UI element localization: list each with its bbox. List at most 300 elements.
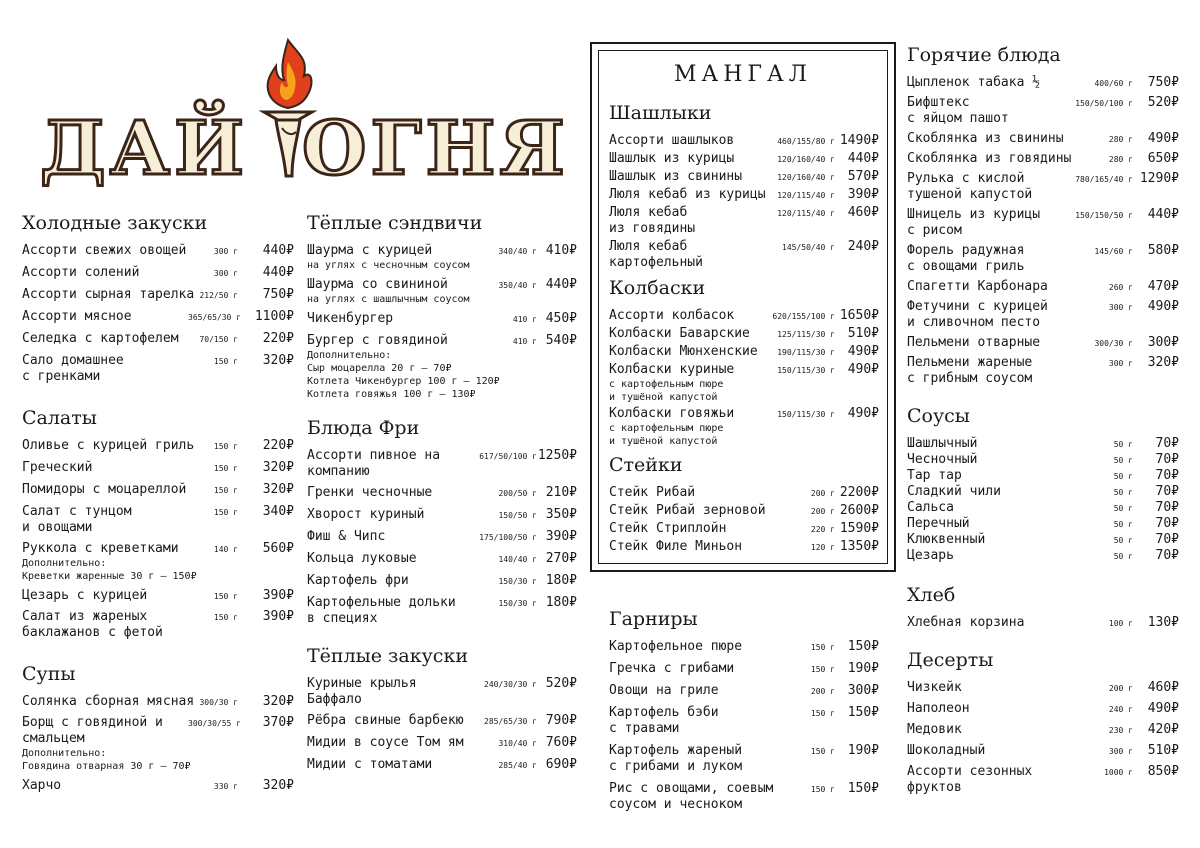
menu-item (609, 683, 879, 699)
item-weight: 150/30 г (498, 577, 537, 586)
item-name: Люля кебаб картофельный (609, 239, 703, 270)
menu-item (609, 705, 879, 737)
section-title: Тёплые сэндвичи (307, 212, 483, 234)
item-name: Ассорти колбасок (609, 308, 735, 323)
menu-item (22, 331, 294, 347)
menu-column-4 (907, 46, 1179, 801)
menu-item (307, 595, 577, 627)
item-price: 1490₽ (839, 133, 879, 148)
item-name: Пельмени отварные (907, 335, 1041, 350)
menu-item (22, 715, 294, 773)
menu-item (907, 335, 1179, 351)
menu-item (907, 131, 1179, 147)
logo-word-1: ДАЙ (40, 106, 248, 192)
section-title: Десерты (907, 649, 994, 671)
item-weight: 300 г (213, 269, 238, 278)
menu-item (609, 326, 879, 342)
item-price: 440₽ (262, 265, 294, 280)
item-price: 690₽ (545, 757, 577, 772)
item-name: Шашлык из свинины (609, 169, 743, 184)
item-name: Чикенбургер (307, 311, 394, 326)
item-price: 440₽ (1147, 207, 1179, 222)
menu-item (307, 507, 577, 523)
item-weight: 50 г (1113, 456, 1133, 465)
item-weight: 120/115/40 г (777, 209, 835, 218)
menu-item (609, 187, 879, 203)
section-title: Колбаски (609, 277, 706, 299)
item-price: 390₽ (847, 187, 879, 202)
section-shashlik (609, 104, 879, 271)
section-sauces (907, 407, 1179, 564)
item-weight: 150/30 г (498, 599, 537, 608)
mangal-title: МАНГАЛ (674, 62, 812, 87)
item-weight: 240/30/30 г (484, 680, 537, 689)
item-price: 1100₽ (254, 309, 294, 324)
item-weight: 300/30 г (199, 698, 238, 707)
item-price: 460₽ (1147, 680, 1179, 695)
item-name: Тар тар (907, 468, 962, 483)
menu-item (609, 539, 879, 555)
restaurant-logo (40, 36, 569, 192)
item-weight: 190/115/30 г (777, 348, 835, 357)
item-name: Мидии в соусе Том ям (307, 735, 464, 750)
item-price: 210₽ (545, 485, 577, 500)
item-price: 70₽ (1155, 468, 1179, 483)
item-weight: 70/150 г (199, 335, 238, 344)
item-weight: 200 г (810, 687, 835, 696)
item-name: Стейк Рибай зерновой (609, 503, 766, 518)
item-price: 490₽ (847, 406, 879, 421)
item-name: Колбаски говяжьи (609, 406, 735, 421)
item-price: 70₽ (1155, 532, 1179, 547)
menu-item (609, 151, 879, 167)
section-title: Блюда Фри (307, 417, 420, 439)
menu-item (307, 551, 577, 567)
menu-item (907, 243, 1179, 275)
item-price: 70₽ (1155, 500, 1179, 515)
item-name: Цезарь (907, 548, 954, 563)
item-weight: 280 г (1108, 135, 1133, 144)
item-price: 220₽ (262, 438, 294, 453)
item-name: Фиш & Чипс (307, 529, 386, 544)
menu-item (907, 532, 1179, 548)
section-warm-sandwiches (307, 214, 577, 401)
menu-column-1 (22, 214, 294, 799)
item-price: 370₽ (262, 715, 294, 730)
item-weight: 617/50/100 г (479, 452, 537, 461)
menu-item (609, 639, 879, 655)
item-weight: 310/40 г (498, 739, 537, 748)
item-price: 490₽ (847, 362, 879, 377)
item-price: 460₽ (847, 205, 879, 220)
menu-item (609, 239, 879, 271)
item-name: Оливье с курицей гриль (22, 438, 195, 453)
menu-item (307, 277, 577, 306)
item-name: Люля кебаб из говядины (609, 205, 696, 236)
item-weight: 150 г (213, 464, 238, 473)
item-price: 150₽ (847, 705, 879, 720)
menu-item (907, 680, 1179, 696)
menu-item (907, 615, 1179, 631)
menu-item (609, 485, 879, 501)
menu-item (307, 529, 577, 545)
item-name: Мидии с томатами (307, 757, 433, 772)
item-weight: 150 г (810, 709, 835, 718)
section-title: Горячие блюда (907, 44, 1061, 66)
item-price: 490₽ (847, 344, 879, 359)
section-warm-appetizers (307, 647, 577, 773)
item-name: Картофельные дольки в специях (307, 595, 456, 626)
item-price: 1290₽ (1139, 171, 1179, 186)
item-weight: 200 г (1108, 684, 1133, 693)
item-name: Цыпленок табака ½ (907, 75, 1041, 90)
menu-item (609, 781, 879, 813)
item-price: 70₽ (1155, 436, 1179, 451)
item-weight: 150/150/50 г (1075, 211, 1133, 220)
item-weight: 150 г (213, 357, 238, 366)
item-price: 190₽ (847, 743, 879, 758)
item-price: 300₽ (1147, 335, 1179, 350)
menu-item (22, 265, 294, 281)
item-name: Гренки чесночные (307, 485, 433, 500)
section-desserts (907, 651, 1179, 796)
item-price: 490₽ (1147, 131, 1179, 146)
item-price: 510₽ (847, 326, 879, 341)
item-price: 300₽ (847, 683, 879, 698)
menu-item (609, 521, 879, 537)
item-weight: 140/40 г (498, 555, 537, 564)
item-weight: 150 г (213, 442, 238, 451)
section-steaks (609, 456, 879, 555)
menu-item (22, 609, 294, 641)
item-name: Шоколадный (907, 743, 986, 758)
section-title: Стейки (609, 454, 683, 476)
item-name: Гречка с грибами (609, 661, 735, 676)
item-name: Селедка с картофелем (22, 331, 179, 346)
item-weight: 50 г (1113, 536, 1133, 545)
menu-item (22, 309, 294, 325)
item-weight: 300 г (1108, 359, 1133, 368)
item-name: Сальса (907, 500, 954, 515)
item-price: 180₽ (545, 595, 577, 610)
item-weight: 460/155/80 г (777, 137, 835, 146)
item-weight: 340/40 г (498, 247, 537, 256)
section-title: Супы (22, 663, 76, 685)
menu-item (22, 588, 294, 604)
item-price: 540₽ (545, 333, 577, 348)
item-weight: 220 г (810, 525, 835, 534)
item-price: 750₽ (1147, 75, 1179, 90)
item-weight: 1000 г (1104, 768, 1133, 777)
item-name: Колбаски Мюнхенские (609, 344, 758, 359)
menu-item (907, 484, 1179, 500)
item-weight: 300/30/55 г (188, 719, 241, 728)
menu-item (907, 452, 1179, 468)
item-price: 570₽ (847, 169, 879, 184)
item-name: Ассорти шашлыков (609, 133, 735, 148)
menu-item (22, 482, 294, 498)
item-name: Сало домашнее с гренками (22, 353, 124, 384)
menu-item (907, 207, 1179, 239)
item-price: 130₽ (1147, 615, 1179, 630)
menu-item (907, 355, 1179, 387)
item-name: Фетучини с курицей и сливочном песто (907, 299, 1048, 330)
item-name: Помидоры с моцареллой (22, 482, 187, 497)
item-weight: 150 г (213, 486, 238, 495)
item-price: 450₽ (545, 311, 577, 326)
item-weight: 150/50 г (498, 511, 537, 520)
item-price: 1650₽ (839, 308, 879, 323)
item-weight: 125/115/30 г (777, 330, 835, 339)
section-salads (22, 409, 294, 641)
menu-item (307, 333, 577, 401)
item-price: 150₽ (847, 639, 879, 654)
item-name: Кольца луковые (307, 551, 417, 566)
menu-item (907, 548, 1179, 564)
menu-item (307, 485, 577, 501)
item-name: Перечный (907, 516, 970, 531)
menu-item (907, 151, 1179, 167)
item-price: 440₽ (262, 243, 294, 258)
item-weight: 50 г (1113, 520, 1133, 529)
item-name: Скоблянка из говядины (907, 151, 1072, 166)
item-weight: 150 г (213, 613, 238, 622)
item-weight: 300 г (213, 247, 238, 256)
item-note: Дополнительно: Креветки жаренные 30 г — 150₽ (22, 558, 197, 582)
item-weight: 150 г (213, 508, 238, 517)
item-price: 320₽ (262, 778, 294, 793)
item-weight: 50 г (1113, 440, 1133, 449)
section-title: Гарниры (609, 608, 698, 630)
menu-item (907, 701, 1179, 717)
item-price: 240₽ (847, 239, 879, 254)
item-name: Клюквенный (907, 532, 986, 547)
item-weight: 50 г (1113, 488, 1133, 497)
item-name: Рулька с кислой тушеной капустой (907, 171, 1033, 202)
menu-item (307, 311, 577, 327)
item-price: 580₽ (1147, 243, 1179, 258)
item-price: 440₽ (545, 277, 577, 292)
menu-item (609, 205, 879, 237)
menu-item (307, 448, 577, 480)
menu-item (907, 743, 1179, 759)
menu-item (609, 169, 879, 185)
menu-item (907, 436, 1179, 452)
item-weight: 120/160/40 г (777, 155, 835, 164)
menu-item (609, 308, 879, 324)
section-hot-dishes (907, 46, 1179, 387)
item-price: 410₽ (545, 243, 577, 258)
item-name: Куриные крылья Баффало (307, 676, 417, 707)
menu-item (609, 362, 879, 404)
item-weight: 300 г (1108, 747, 1133, 756)
item-weight: 285/40 г (498, 761, 537, 770)
item-name: Цезарь с курицей (22, 588, 148, 603)
item-note: на углях с шашлычным соусом (307, 294, 470, 305)
item-price: 760₽ (545, 735, 577, 750)
item-name: Картофель жареный с грибами и луком (609, 743, 743, 774)
item-name: Сладкий чили (907, 484, 1001, 499)
item-price: 2600₽ (839, 503, 879, 518)
menu-item (907, 500, 1179, 516)
item-weight: 100 г (1108, 619, 1133, 628)
section-sausages (609, 279, 879, 448)
item-name: Хворост куриный (307, 507, 425, 522)
menu-column-3 (609, 104, 879, 557)
item-name: Медовик (907, 722, 962, 737)
section-title: Шашлыки (609, 102, 712, 124)
item-name: Солянка сборная мясная (22, 694, 195, 709)
menu-item (907, 764, 1179, 796)
item-price: 520₽ (545, 676, 577, 691)
item-name: Картофельное пюре (609, 639, 743, 654)
menu-item (907, 516, 1179, 532)
item-name: Картофель фри (307, 573, 409, 588)
item-price: 440₽ (847, 151, 879, 166)
item-price: 150₽ (847, 781, 879, 796)
item-weight: 145/50/40 г (782, 243, 835, 252)
item-name: Пельмени жареные с грибным соусом (907, 355, 1033, 386)
item-name: Овощи на гриле (609, 683, 719, 698)
item-weight: 200 г (810, 507, 835, 516)
item-name: Ассорти мясное (22, 309, 132, 324)
menu-item (907, 279, 1179, 295)
menu-item (22, 504, 294, 536)
section-title: Холодные закуски (22, 212, 208, 234)
item-weight: 400/60 г (1094, 79, 1133, 88)
item-weight: 200 г (810, 489, 835, 498)
item-name: Ассорти солений (22, 265, 140, 280)
item-name: Спагетти Карбонара (907, 279, 1048, 294)
item-name: Люля кебаб из курицы (609, 187, 766, 202)
section-title: Хлеб (907, 584, 956, 606)
item-weight: 150 г (810, 643, 835, 652)
item-name: Греческий (22, 460, 93, 475)
item-name: Чизкейк (907, 680, 962, 695)
item-note: с картофельным пюре и тушёной капустой (609, 379, 724, 403)
menu-item (22, 460, 294, 476)
item-name: Колбаски куриные (609, 362, 735, 377)
item-name: Борщ с говядиной и смальцем (22, 715, 163, 746)
item-name: Бургер с говядиной (307, 333, 448, 348)
item-name: Скоблянка из свинины (907, 131, 1064, 146)
menu-item (907, 299, 1179, 331)
item-name: Шаурма с курицей (307, 243, 433, 258)
menu-item (609, 344, 879, 360)
item-weight: 280 г (1108, 155, 1133, 164)
item-weight: 410 г (512, 337, 537, 346)
section-title: Тёплые закуски (307, 645, 468, 667)
item-weight: 150/115/30 г (777, 410, 835, 419)
item-weight: 150 г (213, 592, 238, 601)
item-name: Стейк Рибай (609, 485, 696, 500)
item-name: Шашлык из курицы (609, 151, 735, 166)
item-price: 1350₽ (839, 539, 879, 554)
section-garnish (609, 610, 879, 818)
section-cold-appetizers (22, 214, 294, 385)
item-weight: 150 г (810, 665, 835, 674)
item-name: Салат из жареных баклажанов с фетой (22, 609, 163, 640)
item-price: 70₽ (1155, 452, 1179, 467)
menu-item (307, 757, 577, 773)
item-weight: 620/155/100 г (772, 312, 835, 321)
item-weight: 120/160/40 г (777, 173, 835, 182)
item-price: 190₽ (847, 661, 879, 676)
section-soups (22, 665, 294, 794)
item-price: 790₽ (545, 713, 577, 728)
menu-item (307, 573, 577, 589)
menu-item (22, 778, 294, 794)
item-weight: 150/115/30 г (777, 366, 835, 375)
item-price: 420₽ (1147, 722, 1179, 737)
menu-item (22, 243, 294, 259)
item-price: 320₽ (262, 694, 294, 709)
menu-item (609, 406, 879, 448)
menu-item (609, 743, 879, 775)
item-weight: 285/65/30 г (484, 717, 537, 726)
item-name: Форель радужная с овощами гриль (907, 243, 1025, 274)
item-price: 520₽ (1147, 95, 1179, 110)
item-price: 560₽ (262, 541, 294, 556)
item-price: 1250₽ (537, 448, 577, 463)
menu-item (907, 722, 1179, 738)
section-title: Салаты (22, 407, 97, 429)
item-weight: 410 г (512, 315, 537, 324)
menu-item (22, 541, 294, 583)
item-price: 320₽ (1147, 355, 1179, 370)
item-price: 390₽ (262, 609, 294, 624)
menu-item (907, 171, 1179, 203)
item-weight: 230 г (1108, 726, 1133, 735)
item-weight: 120 г (810, 543, 835, 552)
item-name: Картофель бэби с травами (609, 705, 719, 736)
item-weight: 50 г (1113, 472, 1133, 481)
item-price: 70₽ (1155, 484, 1179, 499)
item-weight: 140 г (213, 545, 238, 554)
item-weight: 50 г (1113, 552, 1133, 561)
item-note: с картофельным пюре и тушёной капустой (609, 423, 724, 447)
menu-item (609, 661, 879, 677)
item-note: Дополнительно: Говядина отварная 30 г — 70₽ (22, 748, 191, 772)
item-name: Стейк Стриплойн (609, 521, 727, 536)
item-price: 750₽ (262, 287, 294, 302)
item-weight: 212/50 г (199, 291, 238, 300)
item-weight: 240 г (1108, 705, 1133, 714)
item-weight: 150/50/100 г (1075, 99, 1133, 108)
item-price: 490₽ (1147, 299, 1179, 314)
item-name: Ассорти сырная тарелка (22, 287, 195, 302)
item-name: Наполеон (907, 701, 970, 716)
item-price: 390₽ (262, 588, 294, 603)
item-name: Чесночный (907, 452, 978, 467)
section-fried-dishes (307, 419, 577, 627)
menu-item (907, 95, 1179, 127)
item-name: Шашлычный (907, 436, 978, 451)
menu-item (22, 694, 294, 710)
item-price: 850₽ (1147, 764, 1179, 779)
item-weight: 365/65/30 г (188, 313, 241, 322)
item-price: 320₽ (262, 482, 294, 497)
item-name: Салат с тунцом и овощами (22, 504, 132, 535)
menu-item (307, 243, 577, 272)
item-price: 340₽ (262, 504, 294, 519)
item-price: 490₽ (1147, 701, 1179, 716)
item-note: Дополнительно: Сыр моцарелла 20 г — 70₽ Котлета Чикенбургер 100 г — 120₽ Котлета говяжья 100 г — 130₽ (307, 350, 500, 400)
section-title: Соусы (907, 405, 970, 427)
menu-item (22, 287, 294, 303)
menu-item (22, 353, 294, 385)
menu-item (609, 503, 879, 519)
